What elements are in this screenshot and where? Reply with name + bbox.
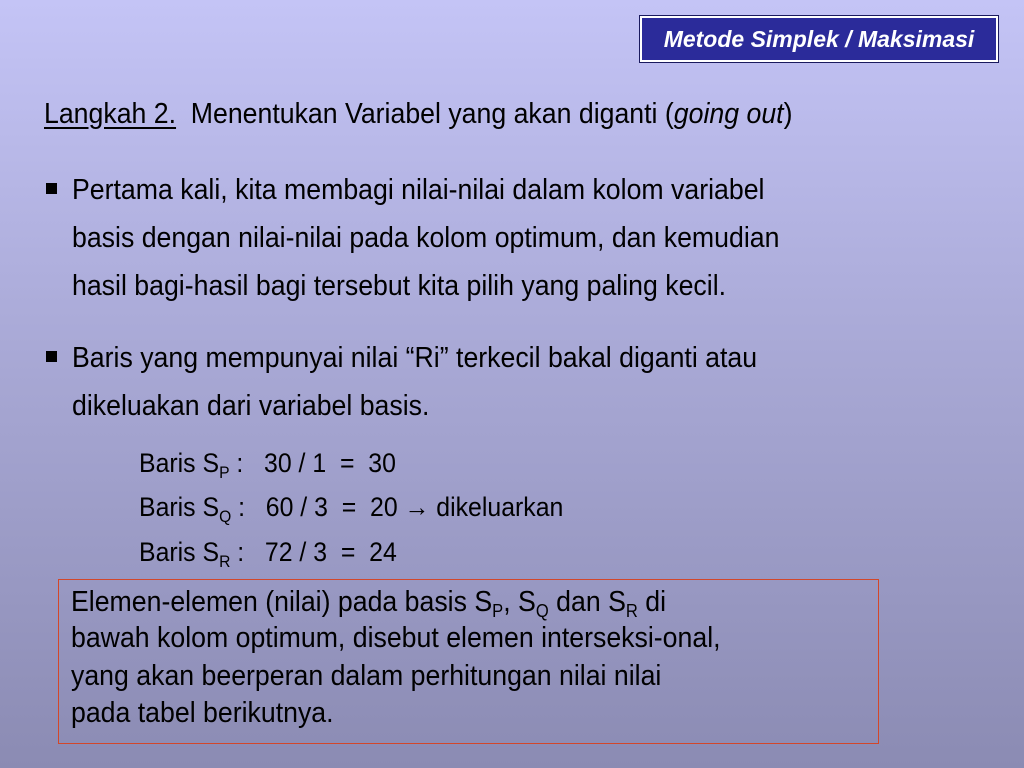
note-subscript-q: Q bbox=[535, 601, 549, 621]
note-text: Elemen-elemen (nilai) pada basis S bbox=[71, 586, 493, 618]
note-line-4: pada tabel berikutnya. bbox=[71, 697, 334, 729]
note-text: di bbox=[637, 586, 667, 618]
bullet-2-line-1: Baris yang mempunyai nilai “Ri” terkecil bakal diganti atau bbox=[72, 342, 758, 374]
bullet-1-text bbox=[72, 166, 779, 310]
bullet-1-line-3: hasil bagi-hasil bagi tersebut kita pilih yang paling kecil. bbox=[72, 270, 727, 302]
calc-expression: : 60 / 3 = 20 bbox=[231, 492, 405, 522]
note-text: , S bbox=[503, 586, 536, 618]
calc-row-sr bbox=[139, 537, 397, 572]
step-title-suffix: ) bbox=[783, 98, 793, 130]
step-title-italic: going out bbox=[673, 98, 784, 130]
step-heading bbox=[44, 98, 792, 131]
calc-subscript: Q bbox=[219, 507, 232, 526]
header-badge-label: Metode Simplek / Maksimasi bbox=[663, 25, 975, 52]
note-line-2: bawah kolom optimum, disebut elemen interseksi-onal, bbox=[71, 622, 721, 654]
bullet-1-line-1: Pertama kali, kita membagi nilai-nilai dalam kolom variabel bbox=[72, 174, 765, 206]
calc-expression: : 72 / 3 = 24 bbox=[230, 537, 397, 567]
note-line-1 bbox=[71, 586, 666, 622]
bullet-1-line-2: basis dengan nilai-nilai pada kolom optimum, dan kemudian bbox=[72, 222, 780, 254]
note-text: dan S bbox=[548, 586, 626, 618]
calc-row-sp bbox=[139, 448, 396, 483]
calc-prefix: Baris S bbox=[139, 448, 220, 478]
calc-row-sq bbox=[139, 492, 563, 527]
bullet-2-line-2: dikeluakan dari variabel basis. bbox=[72, 390, 430, 422]
bullet-2-text bbox=[72, 334, 757, 430]
note-subscript-r: R bbox=[625, 601, 638, 621]
square-bullet-icon bbox=[46, 351, 57, 362]
calc-prefix: Baris S bbox=[139, 492, 220, 522]
step-title-prefix: Menentukan Variabel yang akan diganti ( bbox=[190, 98, 674, 130]
calc-prefix: Baris S bbox=[139, 537, 220, 567]
calc-subscript: R bbox=[219, 552, 231, 571]
square-bullet-icon bbox=[46, 183, 57, 194]
calc-subscript: P bbox=[219, 463, 230, 482]
step-label: Langkah 2. bbox=[44, 98, 177, 130]
note-line-3: yang akan beerperan dalam perhitungan nilai nilai bbox=[71, 660, 662, 692]
note-box bbox=[58, 579, 879, 744]
calc-expression: : 30 / 1 = 30 bbox=[229, 448, 396, 478]
right-arrow-icon: → bbox=[404, 492, 430, 522]
note-subscript-p: P bbox=[492, 601, 504, 621]
header-badge bbox=[640, 16, 998, 62]
calc-note: dikeluarkan bbox=[429, 492, 564, 522]
